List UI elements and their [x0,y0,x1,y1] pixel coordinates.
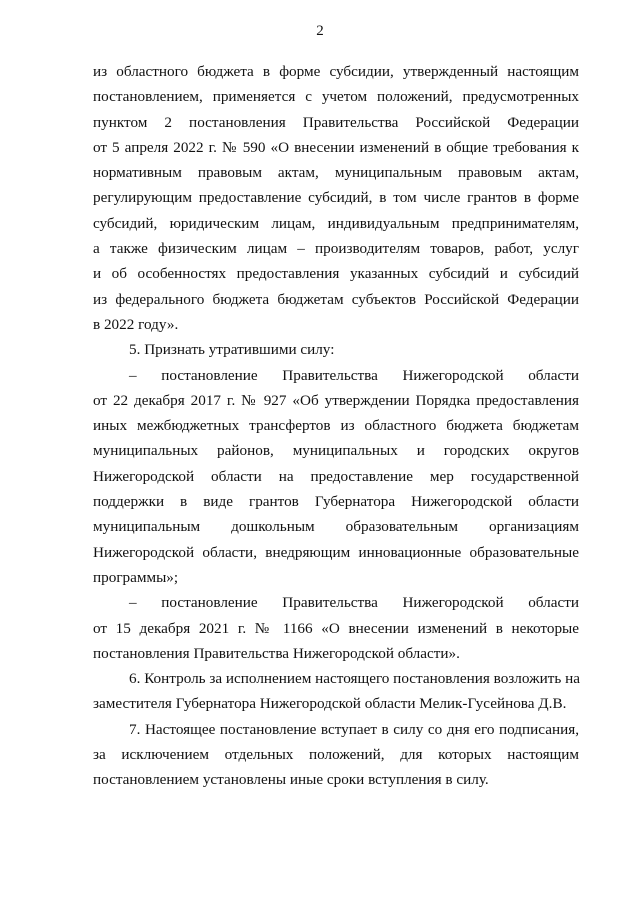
paragraph-line: программы»; [93,568,179,586]
paragraph-line: 5. Признать утратившими силу: [129,341,335,359]
paragraph-line: от 5 апреля 2022 г. № 590 «О внесении изменений в общие требования к [93,138,579,156]
paragraph-line: Нижегородской области, внедряющим инновационные образовательные [93,543,579,561]
paragraph-line: регулирующим предоставление субсидий, в том числе грантов в форме [93,189,579,207]
paragraph-line: от 15 декабря 2021 г. № 1166 «О внесении изменений в некоторые [93,619,579,637]
paragraph-line: Нижегородской области на предоставление мер государственной [93,467,579,485]
paragraph-line: муниципальных районов, муниципальных и городских округов [93,442,579,460]
paragraph-line: – постановление Правительства Нижегородской области [129,366,579,384]
paragraph-line: 6. Контроль за исполнением настоящего постановления возложить на [129,670,580,688]
paragraph-line: постановлением, применяется с учетом положений, предусмотренных [93,88,579,106]
paragraph-line: и об особенностях предоставления указанных субсидий и субсидий [93,265,579,283]
paragraph-line: а также физическим лицам – производителям товаров, работ, услуг [93,240,579,258]
paragraph-line: постановлением установлены иные сроки вступления в силу. [93,771,489,789]
paragraph-line: из областного бюджета в форме субсидии, утвержденный настоящим [93,63,579,80]
paragraph-line: муниципальным дошкольным образовательным организациям [93,518,579,536]
paragraph-line: из федерального бюджета бюджетам субъектов Российской Федерации [93,290,579,308]
paragraph-line: заместителя Губернатора Нижегородской области Мелик-Гусейнова Д.В. [93,695,567,713]
paragraph-line: поддержки в виде грантов Губернатора Нижегородской области [93,493,579,511]
paragraph-line: субсидий, юридическим лицам, индивидуальным предпринимателям, [93,214,579,232]
paragraph-line: 7. Настоящее постановление вступает в силу со дня его подписания, [129,720,579,738]
paragraph-line: постановления Правительства Нижегородской области». [93,644,460,662]
paragraph-line: от 22 декабря 2017 г. № 927 «Об утверждении Порядка предоставления [93,391,579,409]
paragraph-line: пунктом 2 постановления Правительства Российской Федерации [93,113,579,131]
paragraph-line: – постановление Правительства Нижегородской области [129,594,579,612]
paragraph-line: нормативным правовым актам, муниципальным правовым актам, [93,164,579,182]
paragraph-line: в 2022 году». [93,315,179,333]
paragraph-line: за исключением отдельных положений, для которых настоящим [93,746,579,764]
page-number: 2 [316,23,324,39]
document-body [93,59,579,793]
paragraph-line: иных межбюджетных трансфертов из областного бюджета бюджетам [93,417,579,435]
